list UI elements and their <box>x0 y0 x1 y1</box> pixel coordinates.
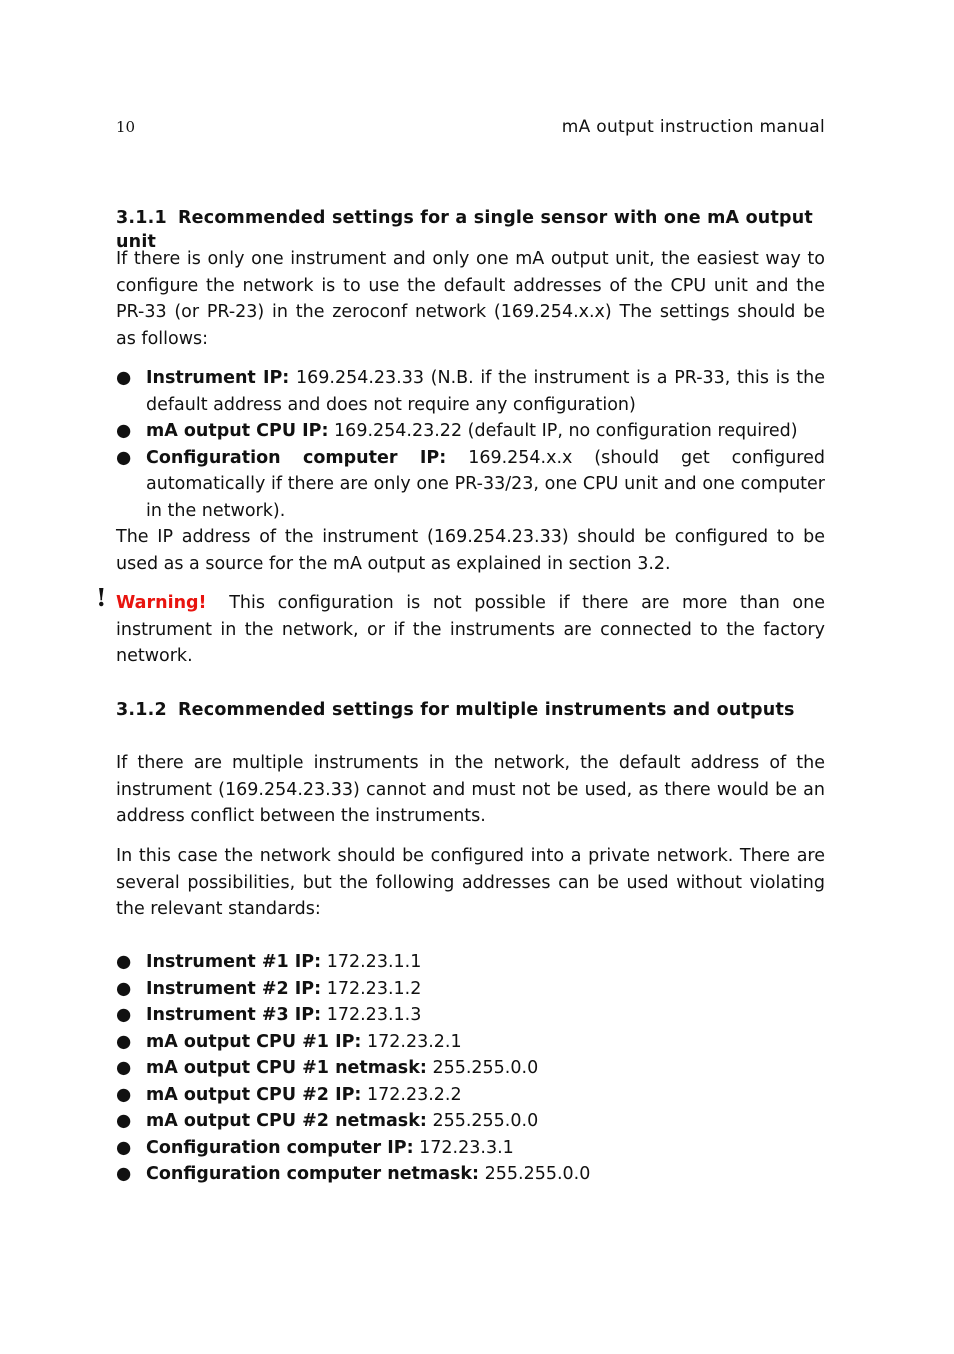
section-title: Recommended settings for a single sensor with one mA output unit <box>116 208 813 252</box>
item-value: 172.23.2.1 <box>366 1031 462 1052</box>
item-value: 172.23.1.1 <box>326 952 422 972</box>
bullet-icon: ● <box>116 978 132 999</box>
bullet-icon: ● <box>116 1084 132 1105</box>
item-value: 172.23.1.3 <box>326 1005 422 1025</box>
list-item <box>116 1108 825 1135</box>
section-title: Recommended settings for multiple instruments and outputs <box>178 700 795 720</box>
bullet-icon: ● <box>116 421 132 441</box>
item-label: Configuration computer IP: <box>146 1137 414 1158</box>
item-value: 172.23.3.1 <box>419 1137 514 1158</box>
bullet-icon: ● <box>116 1058 132 1078</box>
item-label: mA output CPU #2 netmask: <box>146 1111 427 1131</box>
item-value: 255.255.0.0 <box>432 1058 539 1078</box>
section-2-address-list <box>116 949 825 1188</box>
list-item <box>116 418 825 445</box>
section-1-intro: If there is only one instrument and only one mA output unit, the easiest way to configure the network is to use the default addresses of the CPU unit and the PR-33 (or PR-23) in the zeroconf network (169.254.x.x) The settings should be as follows: <box>116 249 825 349</box>
warning-text: This configuration is not possible if there are more than one instrument in the network, or if the instruments are connected to the factory network. <box>116 593 825 666</box>
item-value: 255.255.0.0 <box>432 1111 539 1131</box>
list-item <box>116 949 825 976</box>
bullet-icon: ● <box>116 1111 132 1131</box>
running-title: mA output instruction manual <box>561 117 825 137</box>
list-item <box>116 1029 825 1056</box>
item-value: 255.255.0.0 <box>484 1164 591 1184</box>
bullet-icon: ● <box>116 1005 132 1025</box>
bullet-icon: ● <box>116 952 132 972</box>
warning-note <box>96 583 825 670</box>
item-label: Instrument #1 IP: <box>146 952 322 972</box>
bullet-icon: ● <box>116 1137 132 1158</box>
item-value: 169.254.23.22 (default IP, no configuration required) <box>334 421 798 441</box>
page-number: 10 <box>116 118 136 136</box>
section-2-para-1: If there are multiple instruments in the network, the default address of the instrument (169.254.23.33) cannot and must not be used, as there would be an address conflict between the instruments. <box>116 753 825 826</box>
section-number: 3.1.1 <box>116 208 167 228</box>
section-heading-3-1-2 <box>116 698 825 722</box>
item-value: 169.254.x.x (should get configured automatically if there are only one PR-33/23, one CPU unit and one computer in the network). <box>146 447 825 521</box>
warning-label: Warning! <box>116 593 207 613</box>
list-item <box>116 1082 825 1109</box>
list-item <box>116 1135 825 1162</box>
bullet-icon: ● <box>116 447 132 468</box>
item-value: 172.23.2.2 <box>366 1084 462 1105</box>
item-label: mA output CPU #1 IP: <box>146 1031 362 1052</box>
item-label: mA output CPU #1 netmask: <box>146 1058 427 1078</box>
list-item <box>116 1055 825 1082</box>
item-label: Instrument IP: <box>146 368 290 388</box>
section-1-after-text: The IP address of the instrument (169.254.23.33) should be configured to be used as a source for the mA output as explained in section 3.2. <box>116 527 825 574</box>
item-label: Configuration computer netmask: <box>146 1164 480 1184</box>
list-item <box>116 365 825 418</box>
item-value: 172.23.1.2 <box>326 978 422 999</box>
item-value: 169.254.23.33 (N.B. if the instrument is a PR-33, this is the default address and does not require any configuration) <box>146 368 825 415</box>
section-1-settings-list <box>116 365 825 524</box>
item-label: mA output CPU #2 IP: <box>146 1084 362 1105</box>
section-2-para-2: In this case the network should be configured into a private network. There are several possibilities, but the following addresses can be used without violating the relevant standards: <box>116 846 825 919</box>
list-item <box>116 445 825 525</box>
list-item <box>116 976 825 1003</box>
list-item <box>116 1002 825 1029</box>
bullet-icon: ● <box>116 368 132 388</box>
bullet-icon: ● <box>116 1031 132 1052</box>
item-label: Instrument #3 IP: <box>146 1005 322 1025</box>
bullet-icon: ● <box>116 1164 132 1184</box>
warning-icon: ! <box>96 583 107 612</box>
item-label: Instrument #2 IP: <box>146 978 322 999</box>
section-number: 3.1.2 <box>116 700 167 720</box>
list-item <box>116 1161 825 1188</box>
item-label: mA output CPU IP: <box>146 421 329 441</box>
item-label: Configuration computer IP: <box>146 447 447 468</box>
